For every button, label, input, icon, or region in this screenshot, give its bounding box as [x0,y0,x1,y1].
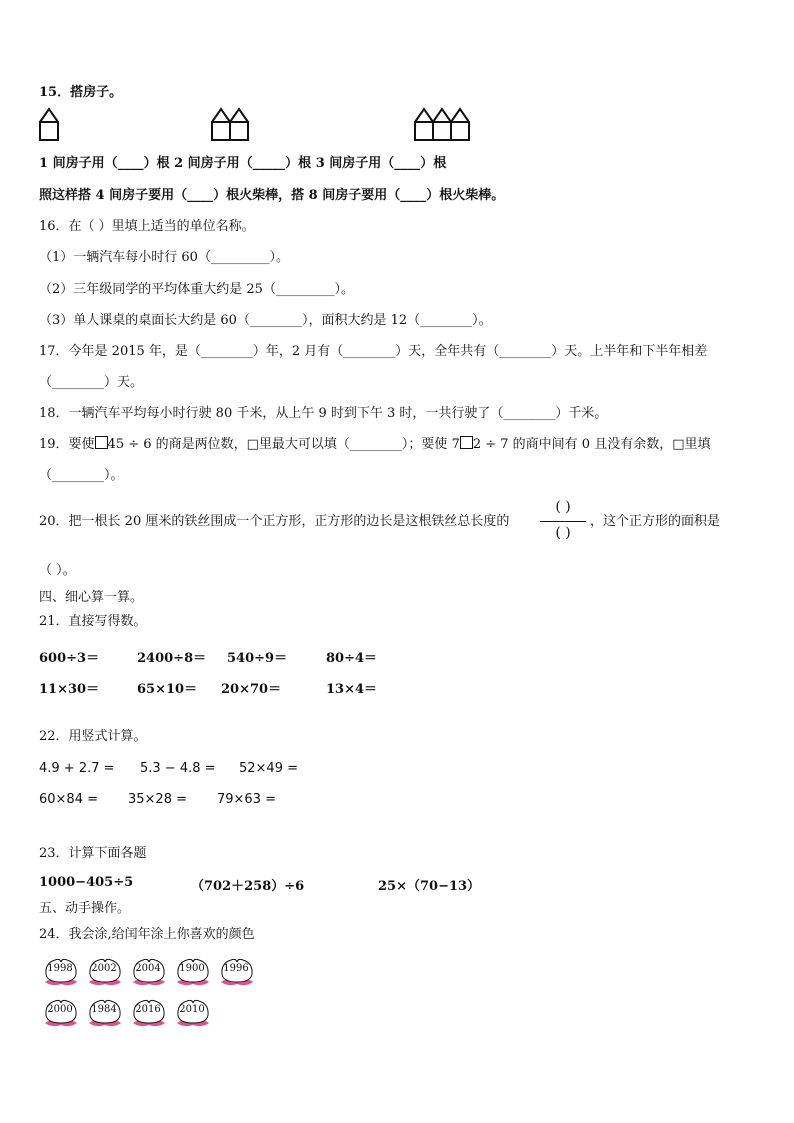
section-5-heading: 五、动手操作。 [39,901,131,916]
calc-item: （702＋258）÷6 [191,879,305,894]
q19-line1 [39,436,711,454]
peach-year-label: 2016 [135,1004,161,1015]
three-houses-matchstick-icon [413,106,471,142]
peach-year-2000[interactable] [42,997,80,1027]
q17-line1: 17．今年是 2015 年，是（________）年，2 月有（________）天，全年共有（________）天。上半年和下半年相差 [39,344,708,359]
calc-item: 60×84 = [39,792,99,807]
peach-year-1998[interactable] [42,956,80,986]
peach-year-label: 1996 [223,963,249,974]
q19-line2: （________）。 [39,468,124,483]
calc-item: 540÷9＝ [227,651,288,666]
calc-item: 600÷3＝ [39,651,100,666]
calc-item: 13×4＝ [326,682,378,697]
peach-year-2016[interactable] [130,997,168,1027]
q16-title: 16．在（ ）里填上适当的单位名称。 [39,219,255,234]
peach-year-label: 2010 [179,1004,205,1015]
q21-title: 21．直接写得数。 [39,614,147,629]
q22-title: 22．用竖式计算。 [39,729,147,744]
q15-line1: 1 间房子用（____）根 2 间房子用（_____）根 3 间房子用（____）根 [39,156,447,171]
blank-box [95,436,108,449]
q16-item-1: （1）一辆汽车每小时行 60（_________）。 [39,250,289,265]
q20-line2: （ ）。 [39,563,76,578]
q18-line1: 18．一辆汽车平均每小时行驶 80 千米，从上午 9 时到下午 3 时，一共行驶了（________）千米。 [39,406,608,421]
calc-item: 65×10＝ [137,682,198,697]
q19-part2: 45 ÷ 6 的商是两位数，□里最大可以填（________）；要使 7 [107,437,460,452]
peach-year-1984[interactable] [86,997,124,1027]
peach-year-label: 2004 [135,963,161,974]
q16-item-2: （2）三年级同学的平均体重大约是 25（_________）。 [39,282,354,297]
calc-item: 1000−405÷5 [39,875,134,890]
peach-year-2002[interactable] [86,956,124,986]
peach-year-label: 1900 [179,963,205,974]
calc-item: 80÷4＝ [326,651,378,666]
calc-item: 5.3 − 4.8 = [140,761,216,776]
two-houses-matchstick-icon [210,106,250,142]
q20-line1-end: ，这个正方形的面积是 [590,514,721,529]
peach-year-label: 2002 [91,963,117,974]
peach-year-2010[interactable] [174,997,212,1027]
q20-line1: 20．把一根长 20 厘米的铁丝围成一个正方形，正方形的边长是这根铁丝总长度的 [39,514,510,529]
fraction-bar [540,521,586,522]
q19-part3: 2 ÷ 7 的商中间有 0 且没有余数，□里填 [472,437,711,452]
q19-part1: 19．要使 [39,437,95,452]
fraction-denominator: ( ) [555,525,571,541]
calc-item: 4.9 + 2.7 = [39,761,115,776]
q15-line2: 照这样搭 4 间房子要用（____）根火柴棒，搭 8 间房子要用（____）根火柴棒。 [39,188,505,203]
calc-item: 79×63 = [217,792,277,807]
blank-box [460,436,473,449]
calc-item: 52×49 = [239,761,299,776]
calc-item: 11×30＝ [39,682,100,697]
calc-item: 35×28 = [128,792,188,807]
q20-fraction-blank [538,499,588,545]
fraction-numerator: ( ) [555,499,571,515]
q17-line2: （________）天。 [39,375,144,390]
calc-item: 25×（70−13） [378,879,481,894]
peach-year-1996[interactable] [218,956,256,986]
peach-year-label: 2000 [47,1004,73,1015]
one-house-matchstick-icon [38,106,60,142]
peach-year-label: 1998 [47,963,73,974]
peach-year-1900[interactable] [174,956,212,986]
q16-item-3: （3）单人课桌的桌面长大约是 60（________），面积大约是 12（________）。 [39,313,492,328]
calc-item: 2400÷8＝ [137,651,207,666]
q24-title: 24．我会涂,给闰年涂上你喜欢的颜色 [39,927,255,942]
calc-item: 20×70＝ [221,682,282,697]
q23-title: 23．计算下面各题 [39,846,147,861]
q15-title: 15．搭房子。 [39,85,123,100]
section-4-heading: 四、细心算一算。 [39,590,144,605]
peach-year-label: 1984 [91,1004,117,1015]
peach-year-2004[interactable] [130,956,168,986]
